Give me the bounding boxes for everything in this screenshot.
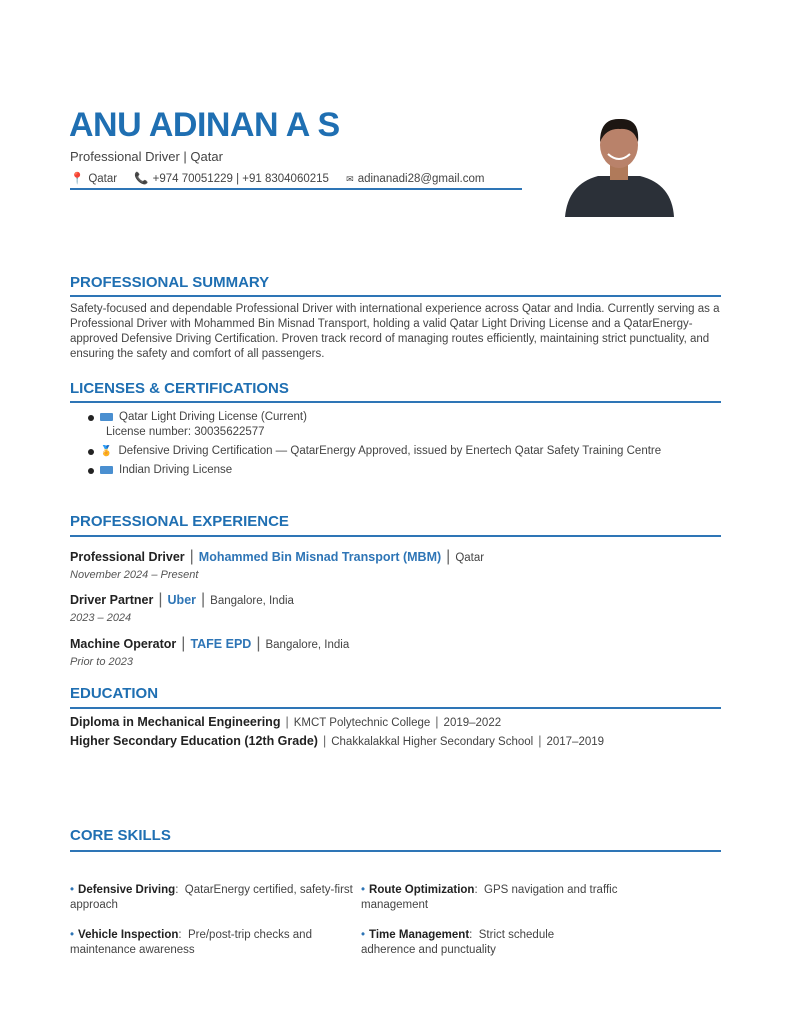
job-dates: Prior to 2023 bbox=[70, 656, 133, 668]
skill-name: Vehicle Inspection bbox=[78, 929, 179, 941]
education-school: KMCT Polytechnic College bbox=[293, 717, 431, 729]
job-company: Mohammed Bin Misnad Transport (MBM) bbox=[198, 550, 442, 564]
job-title: Driver Partner bbox=[70, 593, 154, 607]
education-school: Chakkalakkal Higher Secondary School bbox=[331, 736, 534, 748]
skill-item: • Defensive Driving: QatarEnergy certified, safety-first approach bbox=[70, 884, 353, 911]
job-entry: Driver Partner | Uber | Bangalore, India 2023 – 2024 bbox=[70, 591, 294, 624]
licenses-heading: LICENSES & CERTIFICATIONS bbox=[70, 380, 289, 397]
candidate-title: Professional Driver | Qatar bbox=[70, 149, 223, 164]
profile-photo bbox=[560, 112, 678, 217]
education-heading: EDUCATION bbox=[70, 685, 159, 702]
job-company: Uber bbox=[167, 593, 197, 607]
job-title: Machine Operator bbox=[70, 637, 177, 651]
education-years: 2017–2019 bbox=[546, 736, 605, 748]
phone-icon: 📞 bbox=[134, 173, 149, 185]
license-number: License number: 30035622577 bbox=[106, 426, 265, 438]
education-entry: Higher Secondary Education (12th Grade) | Chakkalakkal Higher Secondary School | 2017–2019 bbox=[70, 734, 605, 748]
header-divider bbox=[70, 188, 522, 190]
skills-heading: CORE SKILLS bbox=[70, 827, 171, 844]
education-years: 2019–2022 bbox=[443, 717, 502, 729]
job-title: Professional Driver bbox=[70, 550, 185, 564]
section-divider bbox=[70, 401, 721, 403]
license-item bbox=[70, 444, 710, 459]
email-icon: ✉ bbox=[346, 174, 354, 184]
skill-desc: QatarEnergy certified, safety-first approach bbox=[70, 884, 353, 911]
contact-email[interactable]: adinanadi28@gmail.com bbox=[357, 173, 485, 185]
job-entry: Machine Operator | TAFE EPD | Bangalore, India Prior to 2023 bbox=[70, 635, 350, 668]
job-entry: Professional Driver | Mohammed Bin Misnad Transport (MBM) | Qatar November 2024 – Present bbox=[70, 548, 485, 581]
section-divider bbox=[70, 295, 721, 297]
contact-phone: +974 70051229 | +91 8304060215 bbox=[152, 173, 329, 185]
job-location: Bangalore, India bbox=[210, 595, 294, 607]
section-divider bbox=[70, 535, 721, 537]
education-degree: Diploma in Mechanical Engineering bbox=[70, 715, 281, 729]
skill-desc: GPS navigation and traffic management bbox=[361, 884, 618, 911]
skill-name: Time Management bbox=[369, 929, 470, 941]
skill-item: • Vehicle Inspection: Pre/post-trip checks and maintenance awareness bbox=[70, 929, 312, 956]
contact-line bbox=[70, 171, 488, 185]
license-label: Defensive Driving Certification — QatarEnergy Approved, issued by Enertech Qatar Safety Training Centre bbox=[118, 445, 662, 457]
licenses-list bbox=[70, 410, 710, 482]
section-divider bbox=[70, 707, 721, 709]
education-degree: Higher Secondary Education (12th Grade) bbox=[70, 734, 318, 748]
education-entry: Diploma in Mechanical Engineering | KMCT Polytechnic College | 2019–2022 bbox=[70, 715, 502, 729]
id-card-icon bbox=[100, 413, 113, 421]
skill-desc: Strict schedule adherence and punctuality bbox=[361, 929, 555, 956]
license-label: Qatar Light Driving License (Current) bbox=[119, 411, 307, 423]
candidate-name: ANU ADINAN A S bbox=[69, 106, 340, 144]
medal-icon: 🏅 bbox=[100, 446, 113, 457]
skill-item: • Time Management: Strict schedule adherence and punctuality bbox=[361, 929, 555, 956]
location-pin-icon: 📍 bbox=[70, 173, 85, 185]
id-card-icon bbox=[100, 466, 113, 474]
job-dates: November 2024 – Present bbox=[70, 569, 199, 581]
skill-item: • Route Optimization: GPS navigation and traffic management bbox=[361, 884, 618, 911]
skill-desc: Pre/post-trip checks and maintenance awareness bbox=[70, 929, 312, 956]
job-location: Bangalore, India bbox=[265, 639, 350, 651]
experience-heading: PROFESSIONAL EXPERIENCE bbox=[70, 513, 289, 530]
license-item bbox=[70, 410, 710, 440]
license-item bbox=[70, 463, 710, 478]
job-dates: 2023 – 2024 bbox=[70, 612, 132, 624]
job-location: Qatar bbox=[455, 552, 485, 564]
contact-location: Qatar bbox=[88, 173, 118, 185]
skill-name: Defensive Driving bbox=[78, 884, 176, 896]
skill-name: Route Optimization bbox=[369, 884, 475, 896]
section-divider bbox=[70, 850, 721, 852]
job-company: TAFE EPD bbox=[190, 637, 252, 651]
summary-heading: PROFESSIONAL SUMMARY bbox=[70, 274, 270, 291]
license-label: Indian Driving License bbox=[119, 464, 233, 476]
summary-text: Safety-focused and dependable Professional Driver with international experience across Qatar and India. Currently serving as a Professional Driver with Mohammed Bin Misnad Transport, holding a valid Qatar Light Driving License and a QatarEnergy-approved Defensive Driving Certification. Proven track record of managing routes efficiently, maintaining strict punctuality, and ensuring the safety and comfort of all passengers. bbox=[70, 303, 720, 360]
